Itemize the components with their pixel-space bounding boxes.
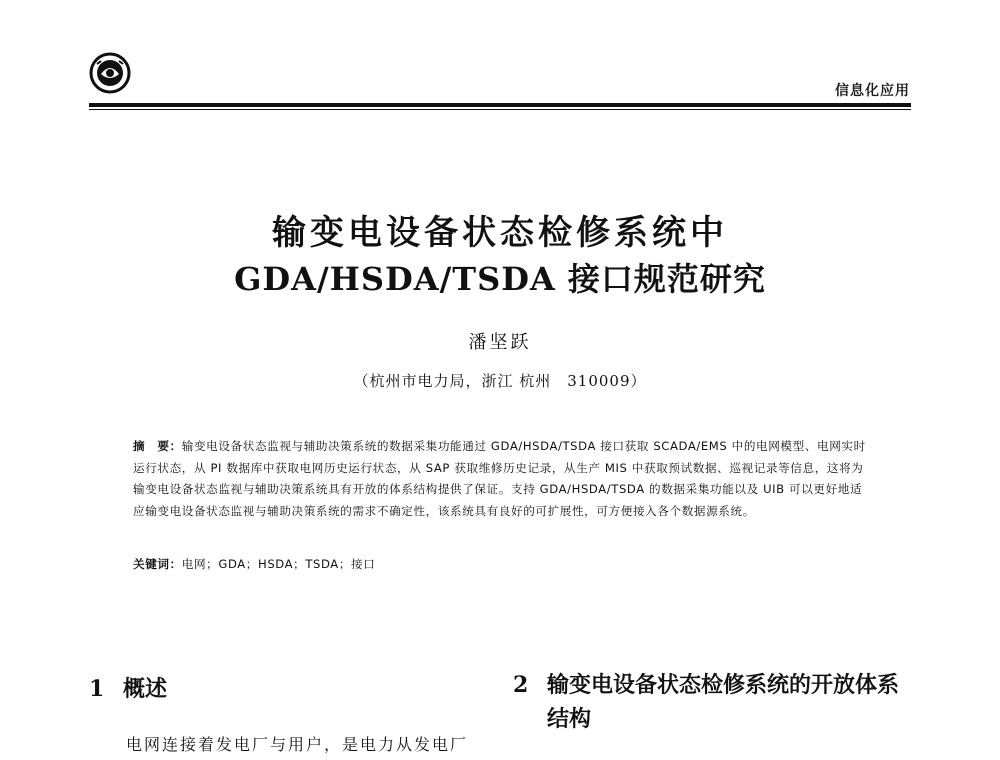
section-number: 1 (89, 676, 105, 702)
journal-emblem-icon (89, 52, 131, 94)
author-name: 潘坚跃 (468, 332, 532, 353)
abstract (133, 436, 873, 522)
abstract-label: 摘 要： (133, 439, 182, 453)
keywords-text: 电网；GDA；HSDA；TSDA；接口 (181, 557, 376, 571)
author-affiliation: （杭州市电力局，浙江 杭州 310009） (353, 372, 647, 390)
paper-title-line2: GDA/HSDA/TSDA 接口规范研究 (234, 260, 766, 298)
keywords-label: 关键词： (133, 557, 182, 571)
abstract-text: 输变电设备状态监视与辅助决策系统的数据采集功能通过 GDA/HSDA/TSDA 接口获取 SCADA/EMS 中的电网模型、电网实时运行状态，从 PI 数据库中获取电网历史运行状态，从 SAP 获取维修历史记录，从生产 MIS 中获取预试数据、巡视记录等信息，这将为输变电设备状态监视与辅助决策系统具有开放的体系结构提供了保证。支持 GDA/HSDA/TSDA 的数据采集功能以及 UIB 可以更好地适应输变电设备状态监视与辅助决策系统的需求不确定性，该系统具有良好的可扩展性，可方便接入各个数据源系统。 (133, 439, 866, 518)
section-number: 2 (513, 672, 529, 698)
keywords (133, 556, 375, 572)
section-heading-1 (89, 672, 167, 703)
header-rule-thin (89, 109, 911, 110)
section-title: 输变电设备状态检修系统的开放体系结构 (547, 672, 900, 732)
header-rule-thick (89, 103, 911, 107)
body-paragraph: 电网连接着发电厂与用户，是电力从发电厂 (126, 735, 469, 754)
journal-section-label: 信息化应用 (835, 83, 910, 99)
section-title: 概述 (123, 676, 168, 702)
section-heading-2 (513, 668, 923, 736)
paper-title-line1: 输变电设备状态检修系统中 (272, 213, 728, 253)
